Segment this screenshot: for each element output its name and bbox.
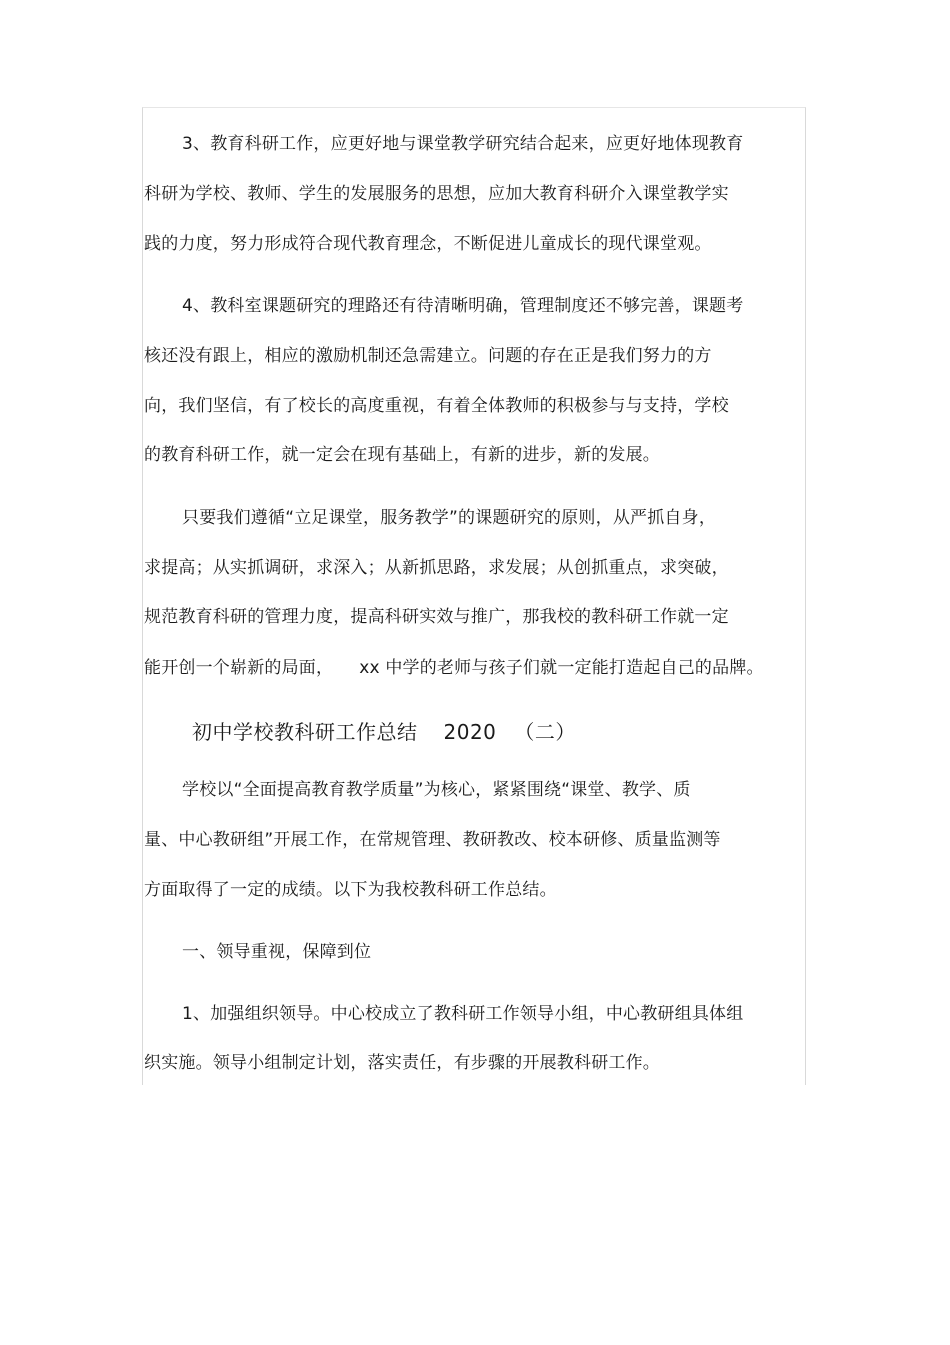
intro-line-1: 学校以“全面提高教育教学质量”为核心，紧紧围绕“课堂、教学、质	[182, 780, 691, 800]
heading-title: 初中学校教科研工作总结	[192, 720, 418, 744]
heading-year: 2020	[443, 720, 497, 744]
intro-line-2: 量、中心教研组”开展工作，在常规管理、教研教改、校本研修、质量监测等	[144, 830, 721, 850]
paragraph-4-line-3: 向，我们坚信，有了校长的高度重视，有着全体教师的积极参与与支持，学校	[144, 396, 729, 416]
conclusion-line-2: 求提高；从实抓调研，求深入；从新抓思路，求发展；从创抓重点，求突破，	[144, 558, 729, 578]
heading-part: （二）	[514, 720, 576, 744]
paragraph-3-line-2: 科研为学校、教师、学生的发展服务的思想，应加大教育科研介入课堂教学实	[144, 184, 729, 204]
paragraph-4-line-4: 的教育科研工作，就一定会在现有基础上，有新的进步，新的发展。	[144, 445, 660, 465]
subheading-1: 一、领导重视，保障到位	[182, 942, 372, 962]
conclusion-line-4	[144, 657, 764, 679]
paragraph-4-line-1: 4、教科室课题研究的理路还有待清晰明确，管理制度还不够完善，课题考	[182, 296, 744, 316]
intro-line-3: 方面取得了一定的成绩。以下为我校教科研工作总结。	[144, 880, 557, 900]
conclusion-line-3: 规范教育科研的管理力度，提高科研实效与推广，那我校的教科研工作就一定	[144, 607, 729, 627]
section-heading	[192, 719, 576, 745]
paragraph-3-line-1: 3、教育科研工作，应更好地与课堂教学研究结合起来，应更好地体现教育	[182, 134, 744, 154]
conclusion-line-1: 只要我们遵循“立足课堂，服务教学”的课题研究的原则，从严抓自身，	[182, 508, 717, 528]
paragraph-3-line-3: 践的力度，努力形成符合现代教育理念，不断促进儿童成长的现代课堂观。	[144, 234, 712, 254]
conclusion-line-4-start: 能开创一个崭新的局面，	[144, 658, 334, 678]
conclusion-line-4-end: xx 中学的老师与孩子们就一定能打造起自己的品牌。	[359, 658, 764, 678]
item-1-line-2: 织实施。领导小组制定计划，落实责任，有步骤的开展教科研工作。	[144, 1053, 660, 1073]
paragraph-4-line-2: 核还没有跟上，相应的激励机制还急需建立。问题的存在正是我们努力的方	[144, 346, 712, 366]
item-1-line-1: 1、加强组织领导。中心校成立了教科研工作领导小组，中心教研组具体组	[182, 1004, 744, 1024]
